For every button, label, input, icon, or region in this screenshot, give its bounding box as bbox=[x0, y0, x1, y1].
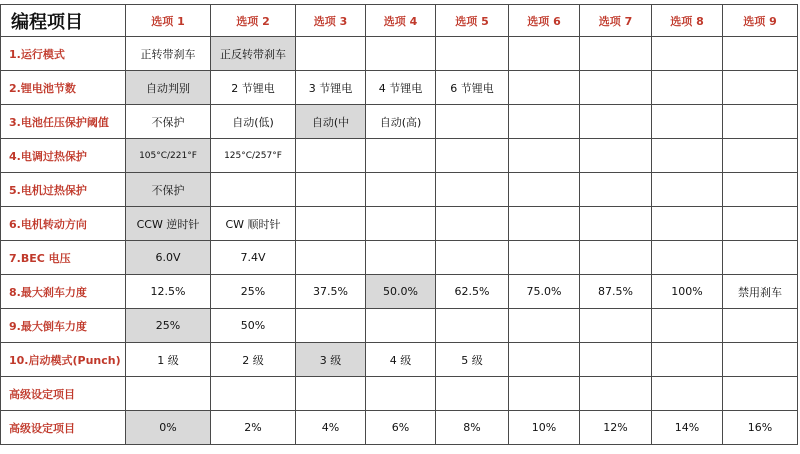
option-cell bbox=[436, 139, 509, 173]
option-cell bbox=[723, 343, 798, 377]
option-header-6: 选项 6 bbox=[509, 5, 580, 37]
option-cell bbox=[723, 377, 798, 411]
option-cell bbox=[580, 241, 652, 275]
option-cell[interactable]: 不保护 bbox=[126, 105, 211, 139]
option-cell[interactable]: CW 顺时针 bbox=[211, 207, 296, 241]
selected-option-cell[interactable]: 自动(中 bbox=[296, 105, 366, 139]
option-cell bbox=[580, 173, 652, 207]
option-cell bbox=[580, 139, 652, 173]
option-cell bbox=[296, 37, 366, 71]
option-header-5: 选项 5 bbox=[436, 5, 509, 37]
option-header-9: 选项 9 bbox=[723, 5, 798, 37]
option-cell bbox=[436, 105, 509, 139]
option-cell bbox=[723, 309, 798, 343]
programming-table bbox=[0, 4, 798, 445]
option-header-1: 选项 1 bbox=[126, 5, 211, 37]
selected-option-cell[interactable]: 6.0V bbox=[126, 241, 211, 275]
option-cell[interactable]: 3 节锂电 bbox=[296, 71, 366, 105]
option-cell[interactable]: 2% bbox=[211, 411, 296, 445]
option-cell[interactable]: 62.5% bbox=[436, 275, 509, 309]
option-cell bbox=[652, 173, 723, 207]
row-label: 3.电池任压保护阈值 bbox=[1, 105, 126, 139]
option-cell[interactable]: 87.5% bbox=[580, 275, 652, 309]
option-cell[interactable]: 正转带刹车 bbox=[126, 37, 211, 71]
option-cell bbox=[211, 377, 296, 411]
option-cell bbox=[723, 173, 798, 207]
option-cell bbox=[436, 173, 509, 207]
option-cell bbox=[652, 343, 723, 377]
option-cell bbox=[652, 37, 723, 71]
option-cell bbox=[366, 173, 436, 207]
table-row bbox=[1, 71, 798, 105]
option-cell[interactable]: 75.0% bbox=[509, 275, 580, 309]
option-cell[interactable]: 4% bbox=[296, 411, 366, 445]
option-cell bbox=[652, 71, 723, 105]
option-cell bbox=[652, 377, 723, 411]
selected-option-cell[interactable]: 不保护 bbox=[126, 173, 211, 207]
option-cell bbox=[652, 139, 723, 173]
table-row bbox=[1, 207, 798, 241]
option-cell bbox=[580, 71, 652, 105]
selected-option-cell[interactable]: 25% bbox=[126, 309, 211, 343]
option-cell bbox=[580, 105, 652, 139]
row-label: 高级设定项目 bbox=[1, 377, 126, 411]
option-header-4: 选项 4 bbox=[366, 5, 436, 37]
header-row bbox=[1, 5, 798, 37]
row-label: 2.锂电池节数 bbox=[1, 71, 126, 105]
option-cell[interactable]: 4 节锂电 bbox=[366, 71, 436, 105]
option-header-8: 选项 8 bbox=[652, 5, 723, 37]
option-cell bbox=[580, 207, 652, 241]
row-label: 9.最大倒车力度 bbox=[1, 309, 126, 343]
row-label: 4.电调过热保护 bbox=[1, 139, 126, 173]
option-cell[interactable]: 16% bbox=[723, 411, 798, 445]
option-cell bbox=[580, 343, 652, 377]
row-label: 1.运行模式 bbox=[1, 37, 126, 71]
option-cell bbox=[366, 139, 436, 173]
selected-option-cell[interactable]: CCW 逆时针 bbox=[126, 207, 211, 241]
option-header-3: 选项 3 bbox=[296, 5, 366, 37]
row-label: 6.电机转动方向 bbox=[1, 207, 126, 241]
option-cell[interactable]: 2 节锂电 bbox=[211, 71, 296, 105]
option-cell[interactable]: 4 级 bbox=[366, 343, 436, 377]
option-cell[interactable]: 自动(高) bbox=[366, 105, 436, 139]
option-cell bbox=[509, 173, 580, 207]
option-cell bbox=[436, 377, 509, 411]
option-cell bbox=[366, 241, 436, 275]
row-label: 5.电机过热保护 bbox=[1, 173, 126, 207]
option-cell bbox=[723, 105, 798, 139]
option-cell bbox=[509, 139, 580, 173]
option-cell bbox=[652, 241, 723, 275]
selected-option-cell[interactable]: 正反转带刹车 bbox=[211, 37, 296, 71]
table-row bbox=[1, 343, 798, 377]
option-cell bbox=[296, 241, 366, 275]
option-cell bbox=[296, 309, 366, 343]
table-row bbox=[1, 241, 798, 275]
option-cell bbox=[509, 37, 580, 71]
option-cell bbox=[509, 343, 580, 377]
option-cell[interactable]: 1 级 bbox=[126, 343, 211, 377]
option-cell bbox=[509, 377, 580, 411]
option-cell bbox=[509, 309, 580, 343]
option-cell[interactable]: 禁用刹车 bbox=[723, 275, 798, 309]
option-cell bbox=[509, 71, 580, 105]
option-cell bbox=[296, 377, 366, 411]
option-cell bbox=[296, 207, 366, 241]
option-cell bbox=[436, 37, 509, 71]
option-cell bbox=[580, 377, 652, 411]
table-row bbox=[1, 275, 798, 309]
option-cell bbox=[509, 207, 580, 241]
table-row bbox=[1, 37, 798, 71]
option-cell bbox=[366, 207, 436, 241]
option-cell bbox=[509, 105, 580, 139]
option-cell[interactable]: 自动(低) bbox=[211, 105, 296, 139]
option-cell[interactable]: 12.5% bbox=[126, 275, 211, 309]
option-cell[interactable]: 7.4V bbox=[211, 241, 296, 275]
option-cell bbox=[366, 377, 436, 411]
table-row bbox=[1, 105, 798, 139]
row-label: 7.BEC 电压 bbox=[1, 241, 126, 275]
selected-option-cell[interactable]: 50.0% bbox=[366, 275, 436, 309]
option-cell bbox=[436, 241, 509, 275]
option-cell[interactable]: 12% bbox=[580, 411, 652, 445]
option-cell bbox=[296, 139, 366, 173]
row-label: 10.启动模式(Punch) bbox=[1, 343, 126, 377]
table-row bbox=[1, 173, 798, 207]
option-cell bbox=[652, 309, 723, 343]
option-cell bbox=[723, 71, 798, 105]
option-cell bbox=[723, 139, 798, 173]
option-cell bbox=[211, 173, 296, 207]
table-row bbox=[1, 139, 798, 173]
option-cell bbox=[509, 241, 580, 275]
option-cell bbox=[126, 377, 211, 411]
option-cell bbox=[366, 309, 436, 343]
option-cell[interactable]: 14% bbox=[652, 411, 723, 445]
row-label: 8.最大刹车力度 bbox=[1, 275, 126, 309]
selected-option-cell[interactable]: 105°C/221°F bbox=[126, 139, 211, 173]
option-cell bbox=[652, 105, 723, 139]
option-cell[interactable]: 37.5% bbox=[296, 275, 366, 309]
table-row bbox=[1, 309, 798, 343]
table-title: 编程项目 bbox=[1, 5, 126, 37]
option-cell[interactable]: 6% bbox=[366, 411, 436, 445]
option-cell[interactable]: 2 级 bbox=[211, 343, 296, 377]
option-cell bbox=[296, 173, 366, 207]
option-cell[interactable]: 8% bbox=[436, 411, 509, 445]
option-cell bbox=[723, 37, 798, 71]
option-cell bbox=[580, 37, 652, 71]
option-cell bbox=[580, 309, 652, 343]
option-cell[interactable]: 50% bbox=[211, 309, 296, 343]
option-cell[interactable]: 100% bbox=[652, 275, 723, 309]
option-cell[interactable]: 10% bbox=[509, 411, 580, 445]
option-cell bbox=[366, 37, 436, 71]
row-label: 高级设定项目 bbox=[1, 411, 126, 445]
option-cell[interactable]: 25% bbox=[211, 275, 296, 309]
selected-option-cell[interactable]: 自动判别 bbox=[126, 71, 211, 105]
table-row bbox=[1, 377, 798, 411]
option-cell bbox=[723, 241, 798, 275]
table-row bbox=[1, 411, 798, 445]
option-header-2: 选项 2 bbox=[211, 5, 296, 37]
option-cell bbox=[723, 207, 798, 241]
option-cell bbox=[436, 309, 509, 343]
selected-option-cell[interactable]: 3 级 bbox=[296, 343, 366, 377]
option-cell bbox=[652, 207, 723, 241]
option-cell[interactable]: 6 节锂电 bbox=[436, 71, 509, 105]
option-cell bbox=[436, 207, 509, 241]
option-cell[interactable]: 5 级 bbox=[436, 343, 509, 377]
option-header-7: 选项 7 bbox=[580, 5, 652, 37]
option-cell[interactable]: 125°C/257°F bbox=[211, 139, 296, 173]
selected-option-cell[interactable]: 0% bbox=[126, 411, 211, 445]
